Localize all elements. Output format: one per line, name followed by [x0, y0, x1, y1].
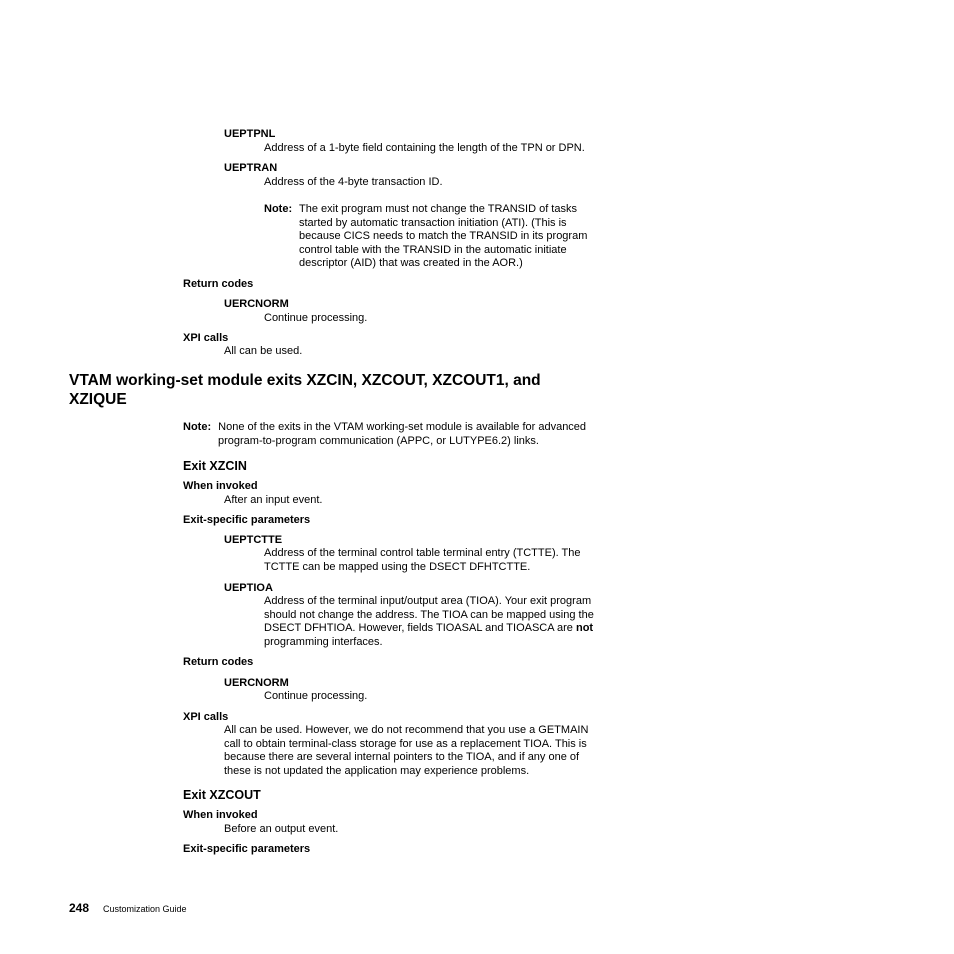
xpi-line: because there are several internal pointers to the TIOA, and if any one of: [224, 751, 580, 764]
section-heading-line: VTAM working-set module exits XZCIN, XZCOUT, XZCOUT1, and: [69, 372, 541, 389]
desc-ueptctte: [264, 547, 580, 574]
label-exit-specific-parameters: Exit-specific parameters: [183, 514, 311, 526]
note-label: Note:: [183, 421, 212, 433]
when-invoked-text: After an input event.: [224, 494, 323, 506]
note-line: The exit program must not change the TRANSID of tasks: [299, 203, 577, 215]
note-block-appc: [183, 421, 623, 448]
xpi-line: call to obtain terminal-class storage for use as a replacement TIOA. This is: [224, 737, 587, 750]
desc-line: Address of the terminal control table terminal entry (TCTTE). The: [264, 547, 581, 559]
desc-line: Address of the terminal input/output area (TIOA). Your exit program: [264, 595, 592, 607]
label-when-invoked: When invoked: [183, 809, 258, 821]
desc-ueptran: Address of the 4-byte transaction ID.: [264, 176, 443, 188]
note-line: because CICS needs to match the TRANSID in its program: [299, 230, 588, 243]
term-ueptpnl: UEPTPNL: [224, 128, 276, 140]
label-xpi-calls: XPI calls: [183, 332, 229, 344]
note-line: None of the exits in the VTAM working-set module is available for advanced: [218, 421, 587, 433]
desc-uercnorm: Continue processing.: [264, 690, 368, 702]
desc-uercnorm: Continue processing.: [264, 312, 368, 324]
desc-line: programming interfaces.: [264, 635, 383, 648]
note-line: control table with the TRANSID in the automatic initiate: [299, 243, 567, 256]
section-heading-line: XZIQUE: [69, 390, 127, 408]
note-line: started by automatic transaction initiation (ATI). (This is: [299, 216, 567, 229]
desc-ueptpnl: Address of a 1-byte field containing the length of the TPN or DPN.: [264, 142, 585, 154]
section-heading: [69, 372, 589, 409]
note-label: Note:: [264, 203, 293, 215]
desc-line: should not change the address. The TIOA can be mapped using the: [264, 608, 594, 621]
label-return-codes: Return codes: [183, 656, 254, 668]
xpi-text: [224, 724, 588, 778]
heading-exit-xzcout: Exit XZCOUT: [183, 788, 261, 802]
xpi-line: All can be used. However, we do not recommend that you use a GETMAIN: [224, 724, 589, 736]
term-ueptctte: UEPTCTTE: [224, 534, 283, 546]
page-number: 248: [69, 901, 90, 915]
term-uercnorm: UERCNORM: [224, 298, 289, 310]
note-line: program-to-program communication (APPC, or LUTYPE6.2) links.: [218, 434, 539, 447]
book-title: Customization Guide: [103, 904, 187, 914]
xpi-line: these is not updated the application may experience problems.: [224, 764, 530, 777]
xpi-text: All can be used.: [224, 345, 303, 357]
label-return-codes: Return codes: [183, 278, 254, 290]
note-line: descriptor (AID) that was created in the AOR.): [299, 257, 523, 270]
term-ueptioa: UEPTIOA: [224, 582, 273, 594]
label-when-invoked: When invoked: [183, 480, 258, 492]
when-invoked-text: Before an output event.: [224, 823, 339, 835]
label-exit-specific-parameters: Exit-specific parameters: [183, 843, 311, 855]
desc-line: [264, 622, 594, 636]
term-ueptran: UEPTRAN: [224, 162, 278, 174]
desc-line-text: DSECT DFHTIOA. However, fields TIOASAL and TIOASCA are: [264, 622, 576, 635]
heading-exit-xzcin: Exit XZCIN: [183, 459, 247, 473]
desc-ueptioa: [264, 595, 594, 649]
note-block-transid: [264, 203, 624, 271]
emphasis-not: not: [575, 622, 594, 635]
term-uercnorm: UERCNORM: [224, 677, 289, 689]
desc-line: TCTTE can be mapped using the DSECT DFHTCTTE.: [264, 560, 531, 573]
label-xpi-calls: XPI calls: [183, 711, 229, 723]
